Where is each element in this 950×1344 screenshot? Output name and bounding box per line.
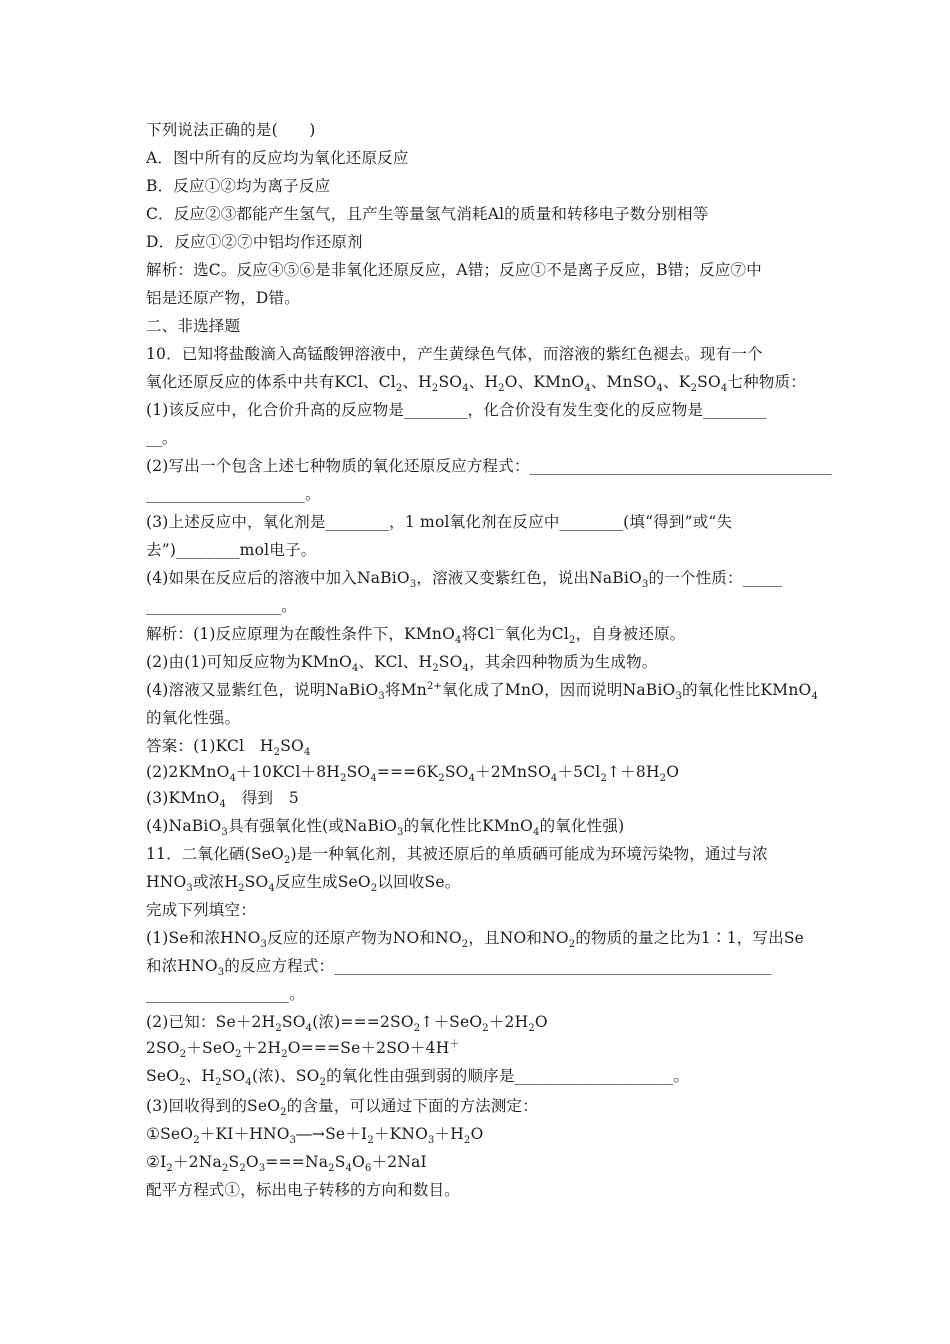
- text-line-q11-2: $HNO_3$或浓$H_2SO_4$反应生成SeO$_2$以回收Se。: [146, 873, 461, 895]
- text-line-q-opt-a: A．图中所有的反应均为氧化还原反应: [146, 149, 409, 167]
- text-line-q11-3: 完成下列填空：: [146, 901, 256, 919]
- text-line-a10-1: 解析：(1)反应原理为在酸性条件下，KMnO$_4$将Cl－氧化为$Cl_2$，自身被还原。: [146, 624, 686, 647]
- text-line-q11-p2-3: SeO$_2$、$H_2SO_4$(浓)、$SO_2$的氧化性由强到弱的顺序是____________________。: [146, 1067, 690, 1089]
- text-line-q-opt-d: D．反应①②⑦中铝均作还原剂: [146, 233, 363, 251]
- text-line-a10-4: 的氧化性强。: [146, 709, 241, 727]
- text-line-q11-p3-1: (3)回收得到的SeO$_2$的含量，可以通过下面的方法测定：: [146, 1097, 538, 1119]
- text-line-q11-p2-2: $2SO_2+SeO_2+2H_2O===Se+2SO+4H^+$: [146, 1038, 460, 1061]
- text-line-q10-p4-2: _________________。: [146, 597, 297, 615]
- text-line-q11-p1-1: (1)Se和浓$HNO_3$反应的还原产物为NO和$NO_2$，且NO和$NO_2$的物质的量之比为1∶1，写出Se: [146, 929, 805, 951]
- text-line-q10-p2-1: (2)写出一个包含上述七种物质的氧化还原反应方程式：______________________________________: [146, 457, 832, 475]
- text-line-ans10-2: $(2)2KMnO_4+10KCl+8H_2SO_4===6K_2SO_4+2MnSO_4+5Cl_2↑+8H_2O$: [146, 763, 680, 785]
- text-line-ans10-3: (3)KMnO$_4$ 得到 5: [146, 789, 299, 811]
- text-line-q11-p2-1: (2)已知：$Se+2H_2SO_4$(浓)$===2SO_2↑+SeO_2+2H_2O$: [146, 1013, 548, 1035]
- text-line-q10-p3-1: (3)上述反应中，氧化剂是________，1 mol氧化剂在反应中________(填“得到”或“失: [146, 513, 733, 531]
- text-line-q11-p3-4: 配平方程式①，标出电子转移的方向和数目。: [146, 1181, 461, 1199]
- text-line-q10-p2-2: ____________________。: [146, 485, 321, 503]
- text-line-ans10-4: (4)NaBiO$_3$具有强氧化性(或NaBiO$_3$的氧化性比KMnO$_4$的氧化性强): [146, 817, 625, 839]
- text-line-q11-p3-3: $②I_2+2Na_2S_2O_3===Na_2S_4O_6+2NaI$: [146, 1153, 427, 1175]
- text-line-q10-2: 氧化还原反应的体系中共有KCl、$Cl_2$、$H_2SO_4$、$H_2O$、KMnO$_4$、MnSO$_4$、$K_2SO_4$七种物质：: [146, 373, 806, 395]
- text-line-q-opt-b: B．反应①②均为离子反应: [146, 177, 331, 195]
- text-line-q11-p1-3: __________________。: [146, 985, 305, 1003]
- text-line-q10-p1-2: __。: [146, 429, 178, 447]
- text-line-analysis-9-1: 解析：选C。反应④⑤⑥是非氧化还原反应，A错；反应①不是离子反应，B错；反应⑦中: [146, 261, 762, 279]
- text-line-q10-p3-2: 去”)________mol电子。: [146, 541, 317, 559]
- text-line-q11-1: 11．二氧化硒(SeO$_2$)是一种氧化剂，其被还原后的单质硒可能成为环境污染物，通过与浓: [146, 845, 768, 867]
- text-line-q11-p1-2: 和浓$HNO_3$的反应方程式：_______________________________________________________: [146, 957, 772, 979]
- text-line-section-heading: 二、非选择题: [146, 317, 241, 335]
- text-line-ans10-1: 答案：(1)KCl $H_2SO_4$: [146, 737, 311, 759]
- text-line-q-stem: 下列说法正确的是( ): [146, 121, 316, 139]
- text-line-a10-2: (2)由(1)可知反应物为KMnO$_4$、KCl、$H_2SO_4$，其余四种物质为生成物。: [146, 653, 658, 675]
- text-line-q10-p1-1: (1)该反应中，化合价升高的反应物是________，化合价没有发生变化的反应物是________: [146, 401, 767, 419]
- text-line-q11-p3-2: $①SeO_2+KI+HNO_3―\to Se+I_2+KNO_3+H_2O$: [146, 1125, 484, 1147]
- text-line-a10-3: (4)溶液又显紫红色，说明NaBiO$_3$将$Mn^{2+}$氧化成了MnO，因而说明NaBiO$_3$的氧化性比KMnO$_4$: [146, 680, 819, 703]
- text-line-q-opt-c: C．反应②③都能产生氢气，且产生等量氢气消耗Al的质量和转移电子数分别相等: [146, 205, 709, 223]
- text-line-q10-1: 10．已知将盐酸滴入高锰酸钾溶液中，产生黄绿色气体，而溶液的紫红色褪去。现有一个: [146, 345, 763, 363]
- text-line-analysis-9-2: 铝是还原产物，D错。: [146, 289, 300, 307]
- text-line-q10-p4-1: (4)如果在反应后的溶液中加入NaBiO$_3$，溶液又变紫红色，说出NaBiO$_3$的一个性质：_____: [146, 569, 783, 591]
